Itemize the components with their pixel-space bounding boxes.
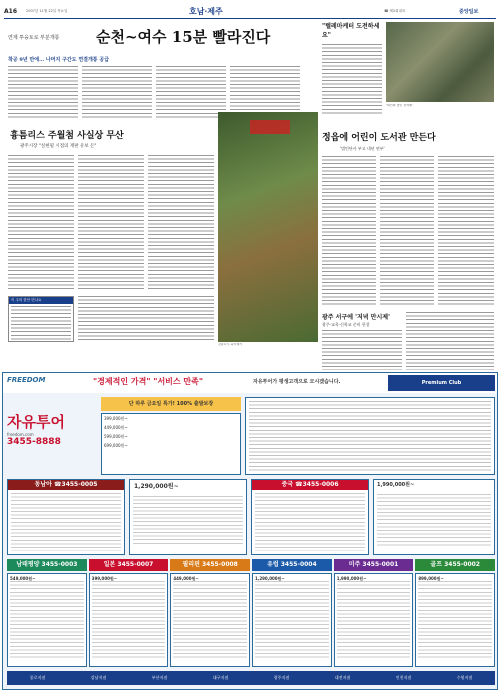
news-photo xyxy=(386,22,494,102)
region-name: 동남아 xyxy=(34,481,52,488)
tab-philippines[interactable] xyxy=(170,559,250,571)
info-box-body xyxy=(11,306,71,342)
region-phone[interactable]: 3455-0005 xyxy=(61,481,98,488)
info-box xyxy=(8,296,74,342)
photo-caption-right: '의인의 점인 전자패' xyxy=(386,104,413,107)
story-note: '법인단사 부고 내년 연부' xyxy=(340,146,385,151)
listing-price: 1,290,000원~ xyxy=(255,576,285,581)
promo-price: 399,000원~ xyxy=(104,416,128,421)
region-header: 중국 ☎3455-0006 xyxy=(252,480,368,490)
region-block-southeast-asia xyxy=(7,479,125,555)
region-phone[interactable]: 3455-0006 xyxy=(302,481,339,488)
photo-detail xyxy=(250,120,290,134)
article-column xyxy=(8,66,78,118)
listing-lines xyxy=(255,581,329,659)
region-header: 동남아 ☎3455-0005 xyxy=(8,480,124,490)
page-number: A16 xyxy=(4,8,17,15)
region-name: 남태평양 xyxy=(16,561,40,568)
region-price: 1,990,000원~ xyxy=(377,482,415,488)
article-column xyxy=(156,66,226,118)
branch-link[interactable]: 대전지점 xyxy=(334,675,351,680)
premium-club-badge[interactable]: Premium Club xyxy=(388,375,495,391)
region-phone: 3455-0002 xyxy=(444,561,480,568)
branch-link[interactable]: 수원지점 xyxy=(456,675,473,680)
article-column xyxy=(322,156,376,306)
article-column xyxy=(8,155,74,291)
branch-link[interactable]: 대구지점 xyxy=(212,675,229,680)
region-name: 미주 xyxy=(348,561,361,568)
article-column xyxy=(406,312,494,370)
article-column xyxy=(148,155,214,291)
tab-golf[interactable] xyxy=(415,559,495,571)
tab-europe[interactable] xyxy=(252,559,332,571)
region-name: 골프 xyxy=(430,561,442,568)
article-column xyxy=(438,156,494,306)
top-story-sub: 착공 9년 만에… 나머지 구간도 연결개통 공급 xyxy=(8,57,110,63)
region-phone: 3455-0007 xyxy=(117,561,154,568)
article-column xyxy=(380,156,434,306)
story4-headline: 정읍에 어린이 도서관 만든다 xyxy=(322,133,436,143)
listing-price: 549,000원~ xyxy=(10,576,36,581)
top-story-kicker: 연계 투융토로 부분개통 xyxy=(8,35,60,41)
ad-section xyxy=(2,372,498,690)
listing-lines xyxy=(173,581,247,659)
listing-column xyxy=(170,573,250,667)
listing-column xyxy=(334,573,414,667)
region-phone: 3455-0003 xyxy=(41,561,78,568)
tab-south-pacific[interactable] xyxy=(7,559,87,571)
branch-link[interactable]: 강남지점 xyxy=(90,675,107,680)
ad-banner-top xyxy=(3,373,497,393)
freedom-logo-block xyxy=(7,397,97,475)
premium-listing xyxy=(245,397,495,475)
brand-web[interactable]: freedom.com xyxy=(7,432,34,437)
region-name: 필리핀 xyxy=(182,561,200,568)
region-name: 유럽 xyxy=(267,561,279,568)
listing-lines xyxy=(377,494,491,546)
article-column xyxy=(230,66,300,118)
branch-link[interactable]: 종로지점 xyxy=(29,675,46,680)
article-column xyxy=(78,155,144,291)
story5-sub: 광주·교육·신학교 준비 한창 xyxy=(322,322,370,327)
promo-price: 599,000원~ xyxy=(104,434,128,439)
top-story-head xyxy=(8,26,318,50)
listing-price: 399,000원~ xyxy=(91,576,118,581)
region-name: 일본 xyxy=(103,561,116,568)
promo-listing xyxy=(101,413,241,475)
center-photo xyxy=(218,112,318,342)
region-phone: 3455-0004 xyxy=(280,561,317,568)
listing-lines xyxy=(92,581,166,659)
ad-title: "경제적인 가격" "서비스 만족" xyxy=(93,377,204,386)
listing-column xyxy=(252,573,332,667)
story5-headline: 광주 서구에 '저녁 만시제' xyxy=(322,314,390,321)
branch-link[interactable]: 광주지점 xyxy=(273,675,290,680)
brand-korean: 자유투어 xyxy=(7,413,65,431)
listing-price: 449,000원~ xyxy=(173,576,199,581)
tab-americas[interactable] xyxy=(334,559,414,571)
story2-sub: 광주시장 "실현될 시점의 재판 유보 돈" xyxy=(20,144,97,149)
listing-lines xyxy=(249,401,491,471)
promo-banner: 단 하루 금요일 특가! 100% 출발보장 xyxy=(101,397,241,411)
story3-headline: "텔레마케터 도전하세요" xyxy=(322,23,380,39)
header-rule xyxy=(4,18,496,19)
listing-column xyxy=(89,573,169,667)
publisher-logo: 중앙일보 xyxy=(459,9,479,15)
listing-lines xyxy=(337,581,411,659)
region-phone: 3455-0001 xyxy=(362,561,399,568)
region-block-promo xyxy=(129,479,247,555)
listing-lines xyxy=(10,581,84,659)
listing-lines xyxy=(255,493,365,551)
article-column xyxy=(322,44,382,114)
listing-price: 1,990,000원~ xyxy=(336,576,367,581)
region-tabs xyxy=(7,559,495,571)
listing-lines xyxy=(133,496,243,544)
promo-price: 699,000원~ xyxy=(104,443,128,448)
region-name: 중국 xyxy=(281,481,294,488)
region-phone: 3455-0008 xyxy=(201,561,238,568)
region-price: 1,290,000원~ xyxy=(134,483,179,490)
article-column xyxy=(322,330,402,370)
issue-date: 2007년 11월 22일 목요일 xyxy=(26,9,68,13)
top-story-headline: 순천~여수 15분 빨라진다 xyxy=(96,28,271,46)
article-column xyxy=(82,66,152,118)
ad-brand: FREEDOM xyxy=(7,376,46,384)
brand-phone[interactable]: 3455-8888 xyxy=(7,437,61,447)
listing-lines xyxy=(418,581,492,659)
promo-price: 449,000원~ xyxy=(104,425,128,430)
listing-column xyxy=(415,573,495,667)
listing-price: 899,000원~ xyxy=(418,576,444,581)
section-title: 호남·제주 xyxy=(189,6,223,16)
article-column xyxy=(78,296,214,342)
photo-caption-bottom: 감귤나무 육아체기 xyxy=(218,343,243,346)
header-tel: ☎ 제2회대표 xyxy=(384,9,406,13)
tab-japan[interactable] xyxy=(89,559,169,571)
listing-column xyxy=(7,573,87,667)
story2-headline: 흉틈리스 주월첨 사실상 무산 xyxy=(10,131,124,141)
ad-subtitle: 자유투어가 평생고객으로 모시겠습니다. xyxy=(253,379,341,385)
listing-lines xyxy=(11,493,121,551)
region-block-china xyxy=(251,479,369,555)
region-block-misc xyxy=(373,479,495,555)
branch-link[interactable]: 인천지점 xyxy=(395,675,412,680)
page-header xyxy=(4,6,496,18)
region-listings xyxy=(7,573,495,667)
branch-link[interactable]: 부산지점 xyxy=(151,675,168,680)
branch-footer xyxy=(7,671,495,685)
info-box-title: 이 주의 한안 민나요 xyxy=(9,297,73,304)
